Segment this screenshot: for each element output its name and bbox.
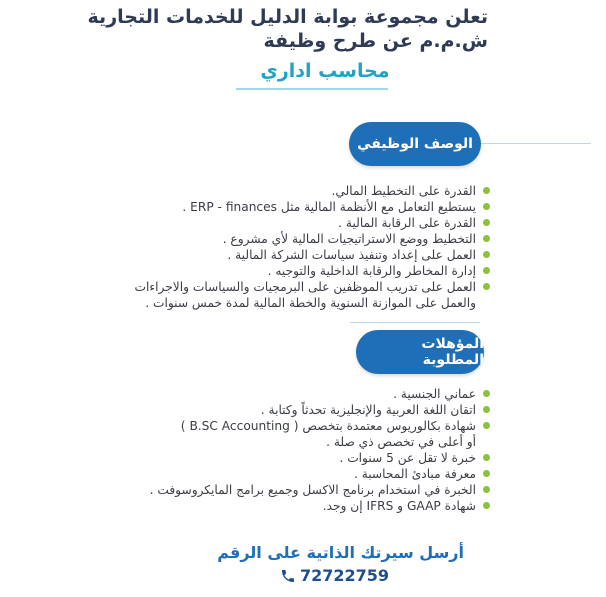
section-pill-qualifications (356, 330, 484, 374)
section-divider (481, 143, 591, 144)
bullet-icon (483, 267, 490, 274)
list-item: معرفة مبادئ المحاسبة . (150, 466, 492, 482)
bullet-icon (483, 203, 490, 210)
bullet-icon (483, 219, 490, 226)
job-title-underline (236, 88, 388, 90)
job-description-list (135, 183, 492, 311)
section-pill-job-description (349, 122, 481, 166)
header-line-2: ش.م.م عن طرح وظيفة (263, 30, 488, 52)
list-item: خبرة لا تقل عن 5 سنوات . (150, 450, 492, 466)
bullet-icon (483, 486, 490, 493)
bullet-icon (483, 187, 490, 194)
list-item-continued: والعمل على الموازنة السنوية والخطة المالية لمدة خمس سنوات . (145, 296, 476, 310)
bullet-icon (483, 390, 490, 397)
cta-text: أرسل سيرتك الذاتية على الرقم (217, 543, 464, 562)
bullet-icon (483, 470, 490, 477)
section-divider-top (350, 322, 480, 323)
bullet-icon (483, 502, 490, 509)
list-item: يستطيع التعامل مع الأنظمة المالية مثل ERP - finances . (135, 199, 492, 215)
list-item: القدرة على التخطيط المالي. (135, 183, 492, 199)
section-title-job-description: الوصف الوظيفي (357, 136, 473, 152)
list-item: الخبرة في استخدام برنامج الاكسل وجميع برامج المايكروسوفت . (150, 482, 492, 498)
list-item: العمل على تدريب الموظفين على البرمجيات والسياسات والاجراءات (135, 279, 492, 295)
bullet-icon (483, 454, 490, 461)
bullet-icon (483, 283, 490, 290)
phone-number: 72722759 (300, 566, 390, 585)
list-item: شهادة بكالوريوس معتمدة بتخصص ( B.SC Accounting ) (150, 418, 492, 434)
qualifications-list (150, 386, 492, 514)
bullet-icon (483, 235, 490, 242)
job-title: محاسب اداري (260, 60, 390, 82)
phone-icon (280, 568, 296, 584)
section-title-qualifications: المؤهلات المطلوبة (421, 336, 484, 368)
list-item: شهادة GAAP و IFRS إن وجد. (150, 498, 492, 514)
bullet-icon (483, 251, 490, 258)
header-line-1: تعلن مجموعة بوابة الدليل للخدمات التجارية (87, 6, 488, 28)
bullet-icon (483, 406, 490, 413)
phone-contact[interactable] (280, 566, 400, 585)
list-item: عماني الجنسية . (150, 386, 492, 402)
bullet-icon (483, 422, 490, 429)
list-item-continued: أو أعلى في تخصص ذي صلة . (326, 435, 476, 449)
list-item: إدارة المخاطر والرقابة الداخلية والتوجيه . (135, 263, 492, 279)
list-item: التخطيط ووضع الاستراتيجيات المالية لأي مشروع . (135, 231, 492, 247)
list-item: اتقان اللغة العربية والإنجليزية تحدثاً وكتابة . (150, 402, 492, 418)
list-item: القدرة على الرقابة المالية . (135, 215, 492, 231)
list-item: العمل على إعداد وتنفيذ سياسات الشركة المالية . (135, 247, 492, 263)
